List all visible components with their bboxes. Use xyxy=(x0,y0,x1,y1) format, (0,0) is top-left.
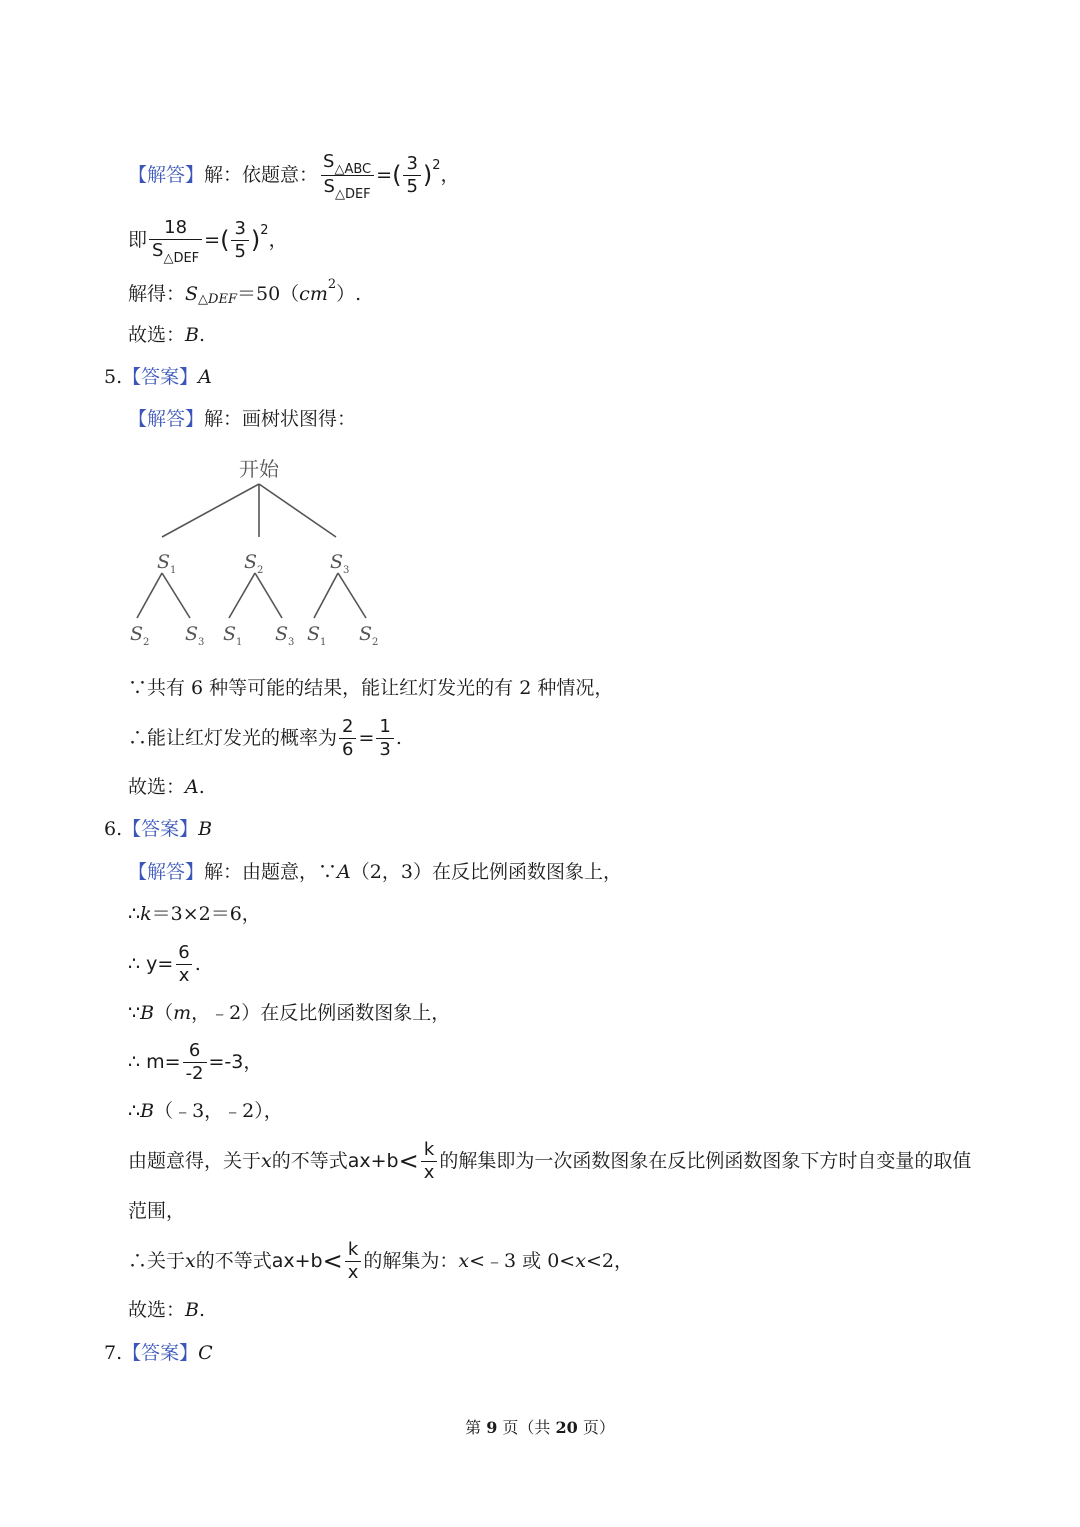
page-footer xyxy=(0,1415,1080,1438)
var: A xyxy=(337,861,351,883)
tree-diagram xyxy=(120,450,400,660)
question-number: 7. xyxy=(104,1342,123,1364)
solution-label: 【解答】 xyxy=(128,164,205,186)
text: 解：依题意： xyxy=(204,164,319,186)
text: ＝50（ xyxy=(236,283,300,305)
tree-node-s3: $S_3$ xyxy=(330,551,350,576)
comma: ， xyxy=(440,164,460,186)
text: . xyxy=(198,1299,206,1321)
fraction-3-5: $\frac{3}{5}$ xyxy=(231,218,248,263)
text: ∴ y= xyxy=(128,953,174,975)
q7-answer xyxy=(104,1339,213,1367)
text: 故选： xyxy=(128,324,186,346)
var: B xyxy=(140,1002,155,1024)
text: （ xyxy=(154,1002,174,1024)
solution-label: 【解答】 xyxy=(128,408,205,430)
answer-letter: A xyxy=(198,366,212,388)
var: x xyxy=(261,1150,272,1172)
var-s: S xyxy=(185,283,199,305)
fraction-3-5: $\frac{3}{5}$ xyxy=(403,153,420,198)
var: x xyxy=(185,1250,196,1272)
q6-line8 xyxy=(128,1197,185,1225)
tree-leaf: $S_1$ xyxy=(307,623,327,648)
q6-line1 xyxy=(128,858,622,886)
text: 范围， xyxy=(128,1200,186,1222)
var: x xyxy=(575,1250,586,1272)
equals: = xyxy=(376,164,393,186)
text: ∴ xyxy=(128,1100,141,1122)
tree-leaf: $S_3$ xyxy=(185,623,205,648)
exponent: 2 xyxy=(260,223,269,238)
text: 即 xyxy=(128,229,148,251)
q6-line6 xyxy=(128,1097,283,1125)
q5-choose xyxy=(128,773,205,801)
text: ）. xyxy=(336,283,362,305)
text: ∴关于 xyxy=(128,1250,186,1272)
tree-node-s2: $S_2$ xyxy=(244,551,264,576)
var: m xyxy=(173,1002,192,1024)
q5-answer xyxy=(104,363,212,391)
solution-label: 【解答】 xyxy=(128,861,205,883)
text: （﹣3，﹣2）， xyxy=(154,1100,283,1122)
tree-leaf: $S_2$ xyxy=(359,623,379,648)
fraction-area-ratio: $\frac{S_{\triangle ABC}}{S_{\triangle DEF}}$ xyxy=(320,151,374,200)
choice-letter: B xyxy=(185,324,199,346)
text: 解：由题意，∵ xyxy=(204,861,338,883)
expression: ax+b xyxy=(271,1250,323,1272)
q5-solution xyxy=(128,405,356,433)
text: . xyxy=(395,727,402,749)
var: k xyxy=(140,903,152,925)
less-than: < xyxy=(322,1247,343,1275)
text: . xyxy=(194,953,201,975)
q6-line9 xyxy=(128,1235,633,1287)
tree-node-s1: $S_1$ xyxy=(157,551,177,576)
sol4-line3 xyxy=(128,277,362,308)
q5-line1 xyxy=(128,674,613,702)
text: 第 xyxy=(465,1418,487,1437)
tree-leaf: $S_3$ xyxy=(275,623,295,648)
exponent: 2 xyxy=(327,277,337,292)
sol4-choose xyxy=(128,321,205,349)
text: . xyxy=(198,776,205,798)
question-number: 6. xyxy=(104,818,123,840)
text: 的不等式 xyxy=(271,1150,348,1172)
q5-line2 xyxy=(128,712,402,764)
answer-letter: C xyxy=(198,1342,213,1364)
exponent: 2 xyxy=(432,158,441,173)
var: x xyxy=(458,1250,470,1272)
equals: = xyxy=(204,229,221,251)
text: 解得： xyxy=(128,283,186,305)
text: 页（共 xyxy=(497,1418,556,1437)
text: 由题意得，关于 xyxy=(128,1150,262,1172)
text: 故选： xyxy=(128,776,186,798)
q6-line4 xyxy=(128,999,450,1027)
tree-leaf: $S_1$ xyxy=(223,623,243,648)
var: B xyxy=(140,1100,155,1122)
q6-line5 xyxy=(128,1036,262,1088)
text: ∴ m= xyxy=(128,1051,181,1073)
text: ∵共有 6 种等可能的结果，能让红灯发光的有 2 种情况， xyxy=(128,677,614,699)
comma: ， xyxy=(268,229,288,251)
q6-line3 xyxy=(128,938,201,990)
answer-label: 【答案】 xyxy=(122,366,199,388)
unit: cm xyxy=(299,283,328,305)
q6-line7 xyxy=(128,1135,971,1187)
tree-root: 开始 xyxy=(239,457,279,481)
text: （2，3）在反比例函数图象上， xyxy=(350,861,622,883)
text: 故选： xyxy=(128,1299,186,1321)
less-than: < xyxy=(398,1147,419,1175)
equals: = xyxy=(358,727,375,749)
choice-letter: A xyxy=(185,776,199,798)
fraction-k-x: $\frac{k}{x}$ xyxy=(345,1239,362,1284)
answer-letter: B xyxy=(198,818,213,840)
fraction-k-x: $\frac{k}{x}$ xyxy=(421,1139,438,1184)
text: ＝3×2＝6， xyxy=(151,903,261,925)
text: <﹣3 或 0< xyxy=(469,1250,576,1272)
text: 的解集即为一次函数图象在反比例函数图象下方时自变量的取值 xyxy=(439,1150,972,1172)
fraction-18: $\frac{18}{S_{\triangle DEF}}$ xyxy=(149,217,202,264)
q6-line2 xyxy=(128,900,261,928)
fraction-2-6: $\frac{2}{6}$ xyxy=(339,716,356,761)
text: 的解集为： xyxy=(363,1250,459,1272)
question-number: 5. xyxy=(104,366,123,388)
answer-label: 【答案】 xyxy=(122,1342,199,1364)
text: 解：画树状图得： xyxy=(204,408,357,430)
answer-label: 【答案】 xyxy=(122,818,199,840)
text: 的不等式 xyxy=(195,1250,272,1272)
text: ，﹣2）在反比例函数图象上， xyxy=(191,1002,451,1024)
fraction-6-neg2: $\frac{6}{-2}$ xyxy=(183,1040,207,1085)
sol4-line2: 即 $\frac{18}{S_{\triangle DEF}}$ = ( $\frac{3}{5}$ ) 2 ， xyxy=(128,216,288,266)
text: =-3， xyxy=(208,1051,263,1073)
sol4-line1: 【解答】 解：依题意： $\frac{S_{\triangle ABC}}{S_{\triangle DEF}}$ = ( $\frac{3}{5}$ ) 2 ， xyxy=(128,150,460,202)
fraction-6-x: $\frac{6}{x}$ xyxy=(175,942,192,987)
expression: ax+b xyxy=(347,1150,399,1172)
text: ∴能让红灯发光的概率为 xyxy=(128,727,338,749)
choice-letter: B xyxy=(185,1299,199,1321)
text: 页） xyxy=(577,1418,615,1437)
page-number: 9 xyxy=(486,1418,498,1437)
subscript: △DEF xyxy=(198,292,237,307)
q6-choose xyxy=(128,1296,205,1324)
text: <2， xyxy=(585,1250,633,1272)
text: ∴ xyxy=(128,903,141,925)
text: ∵ xyxy=(128,1002,141,1024)
q6-answer xyxy=(104,815,212,843)
page-total: 20 xyxy=(555,1418,578,1437)
text: . xyxy=(198,324,206,346)
fraction-1-3: $\frac{1}{3}$ xyxy=(376,716,393,761)
tree-leaf: $S_2$ xyxy=(130,623,150,648)
